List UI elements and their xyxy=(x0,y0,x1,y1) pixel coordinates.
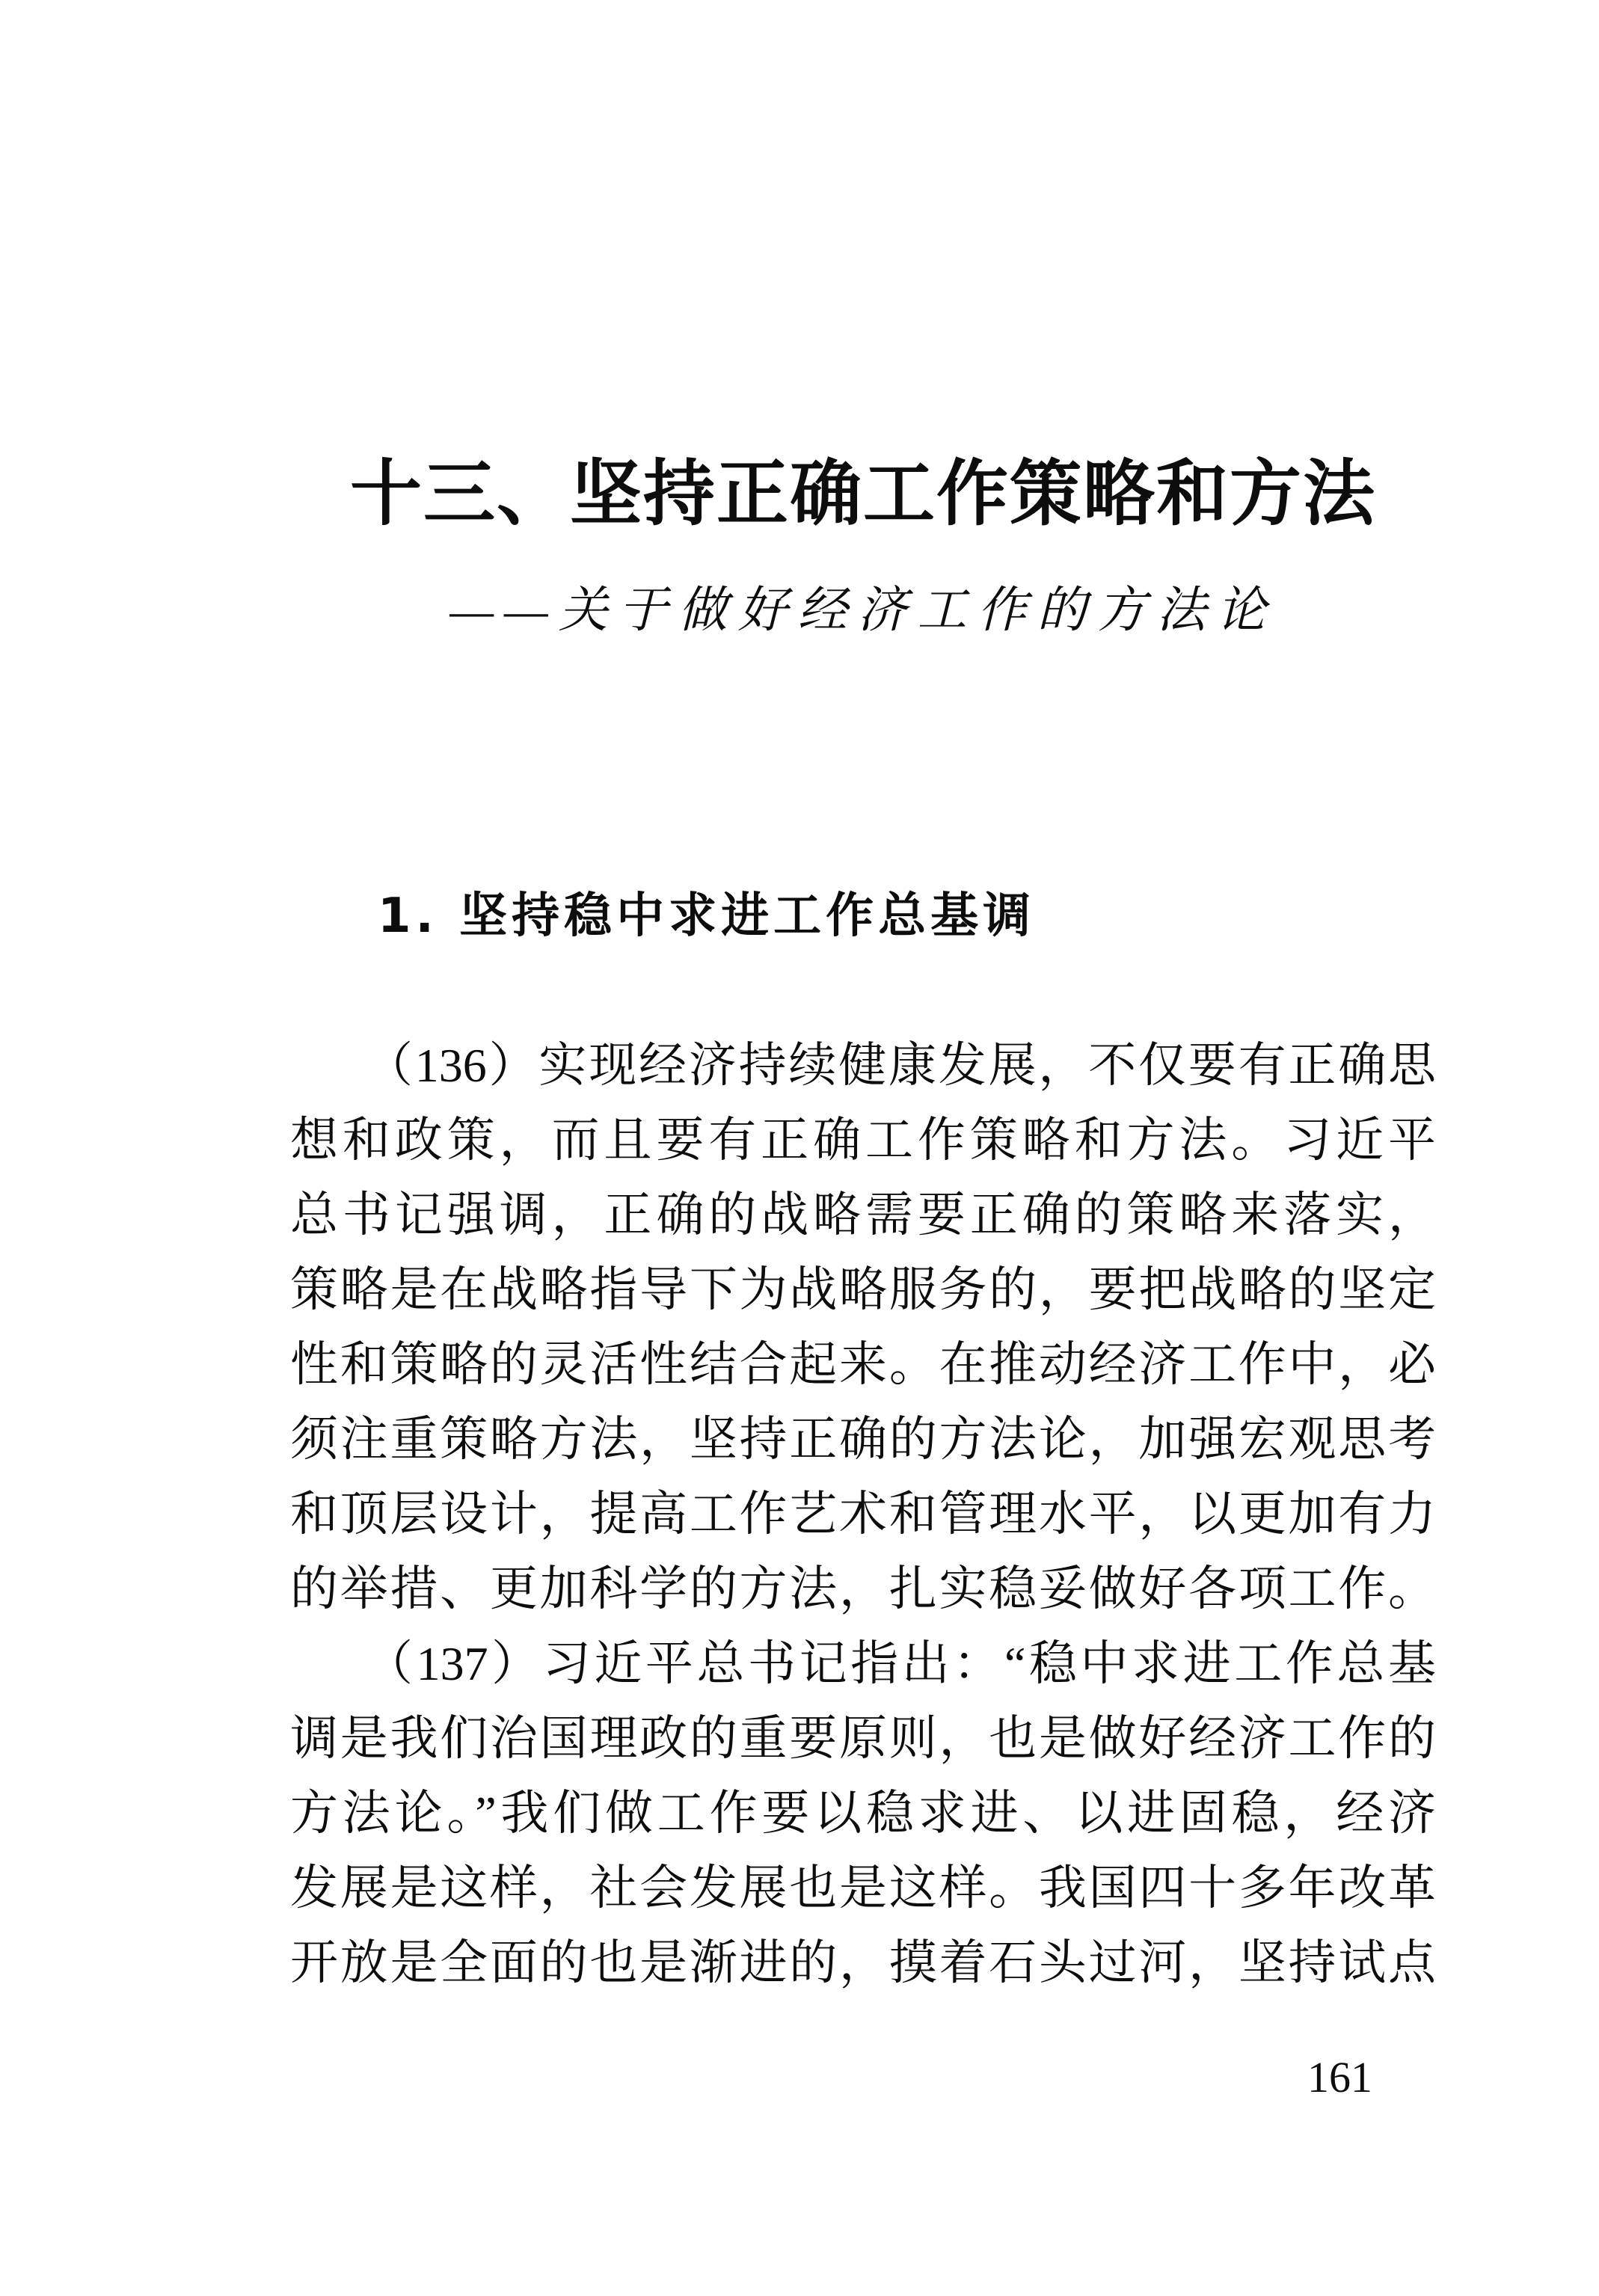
text-line: 想和政策，而且要有正确工作策略和方法。习近平 xyxy=(290,1114,1436,1167)
text-line: 须注重策略方法，坚持正确的方法论，加强宏观思考 xyxy=(290,1413,1436,1466)
paragraph-137 xyxy=(290,1627,1436,2001)
text-line: （137）习近平总书记指出：“稳中求进工作总基 xyxy=(365,1637,1436,1690)
body-text xyxy=(290,1028,1436,2001)
chapter-subtitle: ——关于做好经济工作的方法论 xyxy=(449,583,1277,638)
text-line: （136）实现经济持续健康发展，不仅要有正确思 xyxy=(365,1039,1436,1092)
text-line: 总书记强调，正确的战略需要正确的策略来落实， xyxy=(290,1188,1436,1241)
text-line: 发展是这样，社会发展也是这样。我国四十多年改革 xyxy=(290,1861,1436,1915)
paragraph-136 xyxy=(290,1028,1436,1627)
text-line: 性和策略的灵活性结合起来。在推动经济工作中，必 xyxy=(290,1338,1436,1391)
text-line: 开放是全面的也是渐进的，摸着石头过河，坚持试点 xyxy=(290,1936,1436,1989)
page-number: 161 xyxy=(1307,2053,1372,2102)
chapter-title: 十三、坚持正确工作策略和方法 xyxy=(350,454,1376,534)
text-line: 和顶层设计，提高工作艺术和管理水平，以更加有力 xyxy=(290,1488,1436,1541)
text-line: 调是我们治国理政的重要原则，也是做好经济工作的 xyxy=(290,1712,1436,1765)
text-line: 策略是在战略指导下为战略服务的，要把战略的坚定 xyxy=(290,1263,1436,1316)
text-line: 的举措、更加科学的方法，扎实稳妥做好各项工作。 xyxy=(290,1562,1436,1615)
text-line: 方法论。”我们做工作要以稳求进、以进固稳，经济 xyxy=(290,1787,1436,1840)
section-heading: 1. 坚持稳中求进工作总基调 xyxy=(378,888,1036,944)
